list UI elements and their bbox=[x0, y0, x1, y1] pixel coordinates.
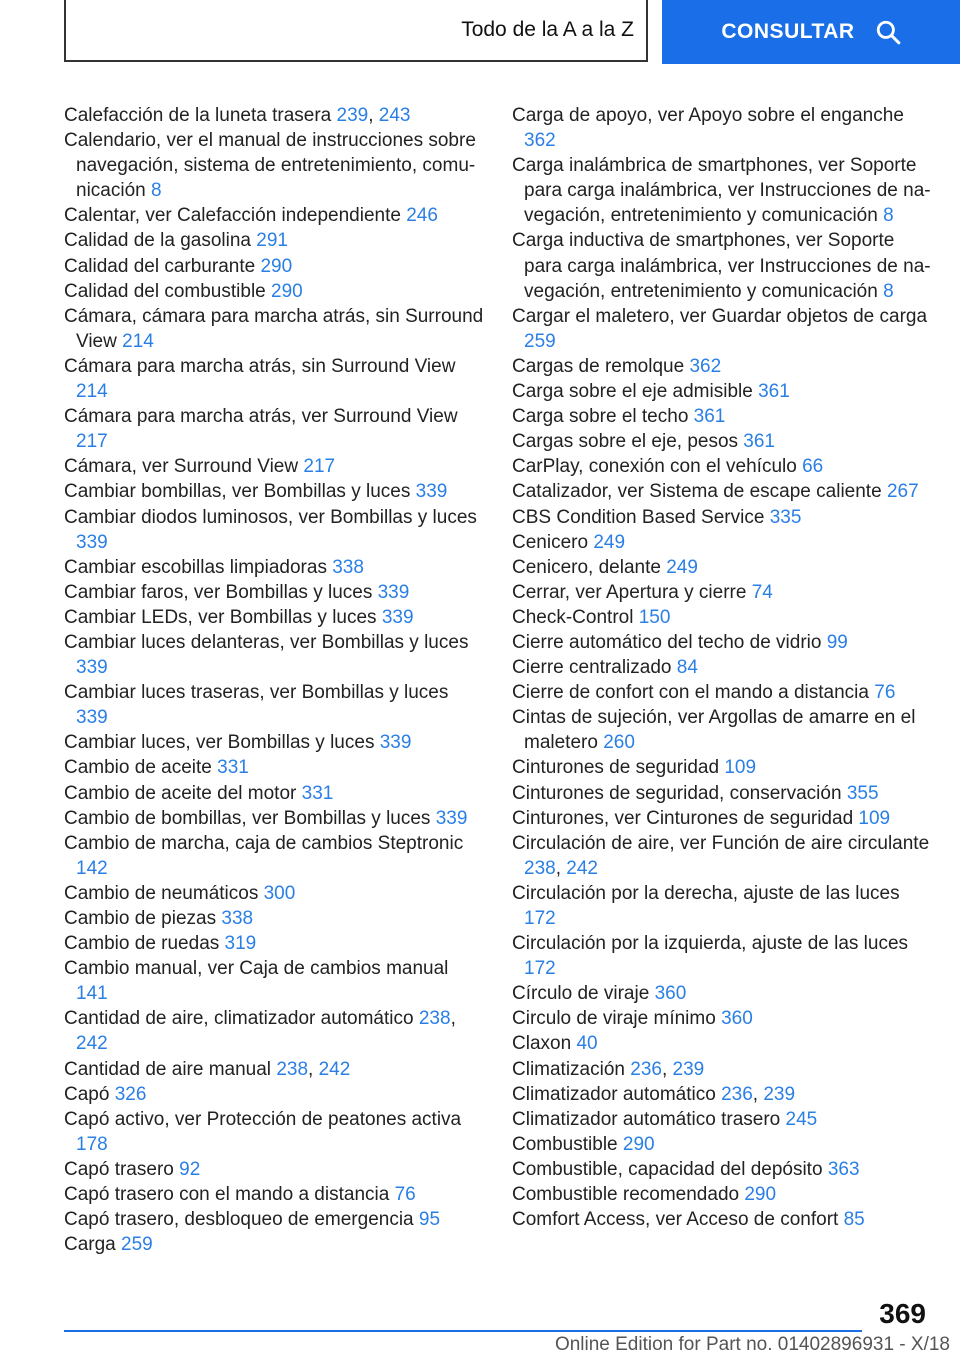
index-entry-term: Cambiar luces, ver Bombillas y luces bbox=[64, 732, 375, 754]
index-entry bbox=[64, 203, 484, 228]
page-reference-link[interactable]: 242 bbox=[566, 857, 598, 879]
index-entry-term: Calendario, ver el manual de instrucciones sobre navegación, sistema de entretenimiento, comunicación bbox=[64, 130, 476, 202]
page-reference-link[interactable]: 249 bbox=[593, 531, 626, 553]
page-reference-link[interactable]: 109 bbox=[724, 757, 757, 779]
page-reference-link[interactable]: 8 bbox=[883, 280, 894, 302]
page-reference-link[interactable]: 290 bbox=[271, 280, 303, 302]
index-entry: Circulación de aire, ver Función de aire circulante 238, 242 bbox=[512, 832, 930, 879]
page-reference-link[interactable]: 243 bbox=[378, 105, 411, 126]
index-entry-term: CBS Condition Based Service bbox=[512, 506, 765, 528]
page-reference-link[interactable]: 267 bbox=[886, 481, 919, 503]
index-entry-term: Circulación por la derecha, ajuste de las luces bbox=[512, 882, 900, 904]
index-entry-term: Cámara para marcha atrás, sin Surround View bbox=[64, 355, 456, 377]
index-entry bbox=[64, 254, 484, 279]
index-entry bbox=[64, 1182, 484, 1207]
tab-a-to-z[interactable] bbox=[64, 0, 648, 62]
index-entry-term: Claxon bbox=[512, 1033, 572, 1055]
page-reference-link[interactable]: 290 bbox=[622, 1133, 655, 1155]
index-entry: Cantidad de aire, climatizador automático 238, 242 bbox=[64, 1008, 456, 1055]
index-entry bbox=[512, 505, 932, 530]
index-entry-term: Combustible, capacidad del depósito bbox=[512, 1158, 823, 1180]
index-entry bbox=[512, 1182, 932, 1207]
index-entry bbox=[512, 228, 932, 303]
page-reference-link[interactable]: 361 bbox=[758, 381, 790, 403]
index-entry: Climatización 236, 239 bbox=[512, 1058, 705, 1080]
consult-button[interactable] bbox=[662, 0, 960, 64]
index-entry-term: Calidad de la gasolina bbox=[64, 230, 251, 252]
index-entry-term: Capó activo, ver Protección de peatones activa bbox=[64, 1108, 462, 1130]
page-reference-link[interactable]: 214 bbox=[76, 381, 108, 403]
index-entry bbox=[64, 906, 484, 931]
page-reference-link[interactable]: 238 bbox=[524, 857, 556, 879]
index-entry bbox=[512, 530, 932, 555]
index-entry bbox=[512, 379, 932, 404]
index-entry-term: Cinturones de seguridad bbox=[512, 757, 720, 779]
page-reference-link[interactable]: 339 bbox=[435, 807, 468, 829]
page-reference-link[interactable]: 238 bbox=[418, 1008, 451, 1030]
index-entry bbox=[64, 881, 484, 906]
index-entry bbox=[64, 680, 484, 730]
page-reference-link[interactable]: 74 bbox=[751, 581, 773, 603]
consult-button-label: CONSULTAR bbox=[721, 20, 855, 43]
page-reference-link[interactable]: 361 bbox=[743, 431, 775, 453]
index-entry: Climatizador automático 236, 239 bbox=[512, 1083, 796, 1105]
index-entry-term: Cargas de remolque bbox=[512, 355, 685, 377]
index-entry bbox=[512, 454, 932, 479]
page-reference-link[interactable]: 339 bbox=[379, 732, 412, 754]
page-reference-link[interactable]: 141 bbox=[76, 983, 108, 1005]
page-reference-link[interactable]: 326 bbox=[114, 1083, 147, 1105]
index-entry-term: Cambiar bombillas, ver Bombillas y luces bbox=[64, 481, 411, 503]
index-entry-term: Circulo de viraje mínimo bbox=[512, 1008, 716, 1030]
index-entry bbox=[512, 705, 932, 755]
index-entry-term: Capó trasero, desbloqueo de emergencia bbox=[64, 1209, 414, 1231]
index-entry-term: Carga bbox=[64, 1234, 116, 1256]
index-entry-term: Cintas de sujeción, ver Argollas de amarre en el maletero bbox=[512, 707, 916, 754]
index-entry bbox=[512, 806, 932, 831]
index-entry: Calefacción de la luneta trasera 239, 243 bbox=[64, 105, 411, 126]
index-entry-term: Cierre centralizado bbox=[512, 657, 672, 679]
index-entry-term: Carga inductiva de smartphones, ver Soporte para carga inalámbrica, ver Instrucciones de navegación, entretenimiento y comunicación bbox=[512, 230, 931, 302]
page-reference-link[interactable]: 239 bbox=[672, 1058, 705, 1080]
page-reference-link[interactable]: 85 bbox=[843, 1209, 865, 1231]
page-reference-link[interactable]: 95 bbox=[418, 1209, 441, 1231]
index-entry bbox=[512, 1157, 932, 1182]
index-entry-term: Cinturones, ver Cinturones de seguridad bbox=[512, 807, 854, 829]
index-entry-term: Cámara, ver Surround View bbox=[64, 456, 299, 478]
page-reference-link[interactable]: 335 bbox=[769, 506, 802, 528]
index-entry bbox=[64, 831, 484, 881]
index-entry bbox=[512, 103, 932, 153]
page-reference-link[interactable]: 142 bbox=[76, 857, 108, 879]
index-entry-term: Circulación por la izquierda, ajuste de las luces bbox=[512, 933, 909, 955]
index-entry-term: Capó trasero con el mando a distancia bbox=[64, 1184, 390, 1206]
index-entry bbox=[512, 1031, 932, 1056]
index-entry bbox=[64, 479, 484, 504]
index-entry bbox=[512, 404, 932, 429]
index-entry-term: Cenicero bbox=[512, 531, 589, 553]
index-entry-term: Cambiar LEDs, ver Bombillas y luces bbox=[64, 606, 377, 628]
page-reference-link[interactable]: 239 bbox=[336, 105, 369, 126]
index-entry bbox=[64, 1232, 484, 1257]
index-entry bbox=[64, 1107, 484, 1157]
search-icon bbox=[875, 19, 901, 45]
index-entry bbox=[64, 128, 484, 203]
page-reference-link[interactable]: 236 bbox=[721, 1083, 753, 1105]
index-entry bbox=[512, 354, 932, 379]
page-reference-link[interactable]: 339 bbox=[76, 657, 108, 679]
page-reference-link[interactable]: 76 bbox=[874, 682, 896, 704]
index-entry-term: Carga inalámbrica de smartphones, ver Soporte para carga inalámbrica, ver Instrucciones de navegación, entretenimiento y comunicación bbox=[512, 155, 931, 227]
tab-a-to-z-label: Todo de la A a la Z bbox=[461, 18, 634, 41]
index-entry-term: Cantidad de aire manual bbox=[64, 1058, 272, 1080]
page-reference-link[interactable]: 338 bbox=[332, 556, 364, 578]
page-number: 369 bbox=[879, 1298, 926, 1329]
index-entry-term: Cierre automático del techo de vidrio bbox=[512, 631, 822, 653]
index-entry bbox=[512, 881, 932, 931]
page-reference-link[interactable]: 360 bbox=[721, 1008, 753, 1030]
index-entry-term: Carga sobre el eje admisible bbox=[512, 381, 753, 403]
index-entry-term: Cambio de marcha, caja de cambios Steptronic bbox=[64, 832, 464, 854]
page-reference-link[interactable]: 99 bbox=[826, 631, 848, 653]
page-reference-link[interactable]: 172 bbox=[524, 908, 556, 929]
page-reference-link[interactable]: 331 bbox=[217, 757, 249, 779]
index-entry bbox=[512, 429, 932, 454]
index-entry-term: Calidad del carburante bbox=[64, 255, 256, 277]
index-entry-term: Cambio de ruedas bbox=[64, 933, 220, 955]
index-entry-term: Cenicero, delante bbox=[512, 556, 661, 578]
page-reference-link[interactable]: 214 bbox=[122, 330, 154, 352]
page-reference-link[interactable]: 339 bbox=[76, 707, 108, 729]
page-reference-link[interactable]: 84 bbox=[676, 657, 698, 679]
page-reference-link[interactable]: 338 bbox=[221, 908, 254, 929]
index-entry-term: Combustible recomendado bbox=[512, 1184, 740, 1206]
index-entry-term: Cambio manual, ver Caja de cambios manual bbox=[64, 958, 449, 980]
index-entry-term: Comfort Access, ver Acceso de confort bbox=[512, 1209, 839, 1231]
page-reference-link[interactable]: 339 bbox=[76, 531, 108, 553]
index-entry bbox=[64, 730, 484, 755]
index-entry bbox=[64, 755, 484, 780]
index-entry bbox=[512, 304, 932, 354]
footer-rule bbox=[64, 1330, 862, 1332]
index-column-right bbox=[512, 103, 932, 1232]
index-entry-term: Cambio de piezas bbox=[64, 908, 217, 929]
page-reference-link[interactable]: 8 bbox=[883, 205, 894, 227]
page-reference-link[interactable]: 355 bbox=[846, 782, 879, 804]
index-entry-term: Cambio de bombillas, ver Bombillas y luces bbox=[64, 807, 431, 829]
index-entry bbox=[64, 580, 484, 605]
page-reference-link[interactable]: 290 bbox=[260, 255, 293, 277]
page-reference-link[interactable]: 339 bbox=[415, 481, 448, 503]
index-entry bbox=[64, 454, 484, 479]
page-reference-link[interactable]: 300 bbox=[263, 882, 296, 904]
index-entry-term: Cambiar diodos luminosos, ver Bombillas y luces bbox=[64, 506, 477, 528]
page-reference-link[interactable]: 259 bbox=[524, 330, 556, 352]
index-entry bbox=[64, 1207, 484, 1232]
index-entry-term: Círculo de viraje bbox=[512, 983, 650, 1005]
index-entry bbox=[512, 580, 932, 605]
page-reference-link[interactable]: 178 bbox=[76, 1133, 108, 1155]
index-column-left bbox=[64, 103, 484, 1257]
index-entry bbox=[512, 781, 932, 806]
page-reference-link[interactable]: 66 bbox=[802, 456, 824, 478]
index-entry-term: Cargas sobre el eje, pesos bbox=[512, 431, 739, 453]
index-entry-term: Cargar el maletero, ver Guardar objetos de carga bbox=[512, 305, 928, 327]
index-entry-term: Carga sobre el techo bbox=[512, 406, 689, 428]
page-reference-link[interactable]: 239 bbox=[763, 1083, 796, 1105]
index-entry-term: Catalizador, ver Sistema de escape caliente bbox=[512, 481, 882, 503]
page-reference-link[interactable]: 242 bbox=[76, 1033, 108, 1055]
page-reference-link[interactable]: 339 bbox=[381, 606, 414, 628]
index-entry-term: Cambio de aceite bbox=[64, 757, 212, 779]
index-entry bbox=[64, 555, 484, 580]
index-entry bbox=[64, 630, 484, 680]
index-entry-term: Capó trasero bbox=[64, 1158, 174, 1180]
index-entry bbox=[64, 505, 484, 555]
index-entry-term: Cambio de aceite del motor bbox=[64, 782, 297, 804]
index-entry-term: Cierre de confort con el mando a distancia bbox=[512, 682, 869, 704]
index-entry-term: CarPlay, conexión con el vehículo bbox=[512, 456, 797, 478]
page-reference-link[interactable]: 249 bbox=[666, 556, 698, 578]
index-entry-term: Cámara, cámara para marcha atrás, sin Surround View bbox=[64, 305, 484, 352]
index-entry bbox=[512, 630, 932, 655]
page-reference-link[interactable]: 361 bbox=[693, 406, 726, 428]
page-reference-link[interactable]: 246 bbox=[406, 205, 438, 227]
page-reference-link[interactable]: 331 bbox=[301, 782, 334, 804]
index-entry-term: Cambiar faros, ver Bombillas y luces bbox=[64, 581, 373, 603]
index-entry bbox=[64, 304, 484, 354]
index-entry bbox=[64, 228, 484, 253]
index-entry bbox=[512, 981, 932, 1006]
index-entry-term: Climatizador automático bbox=[512, 1083, 716, 1105]
index-entry bbox=[512, 1107, 932, 1132]
index-entry bbox=[64, 1157, 484, 1182]
index-entry bbox=[64, 605, 484, 630]
page-reference-link[interactable]: 242 bbox=[318, 1058, 351, 1080]
index-entry-term: Cerrar, ver Apertura y cierre bbox=[512, 581, 747, 603]
page-reference-link[interactable]: 217 bbox=[303, 456, 336, 478]
page-reference-link[interactable]: 339 bbox=[377, 581, 410, 603]
index-entry bbox=[64, 1082, 484, 1107]
index-entry-term: Combustible bbox=[512, 1133, 618, 1155]
page-reference-link[interactable]: 259 bbox=[121, 1234, 153, 1256]
index-entry-term: Cámara para marcha atrás, ver Surround View bbox=[64, 406, 458, 428]
page-reference-link[interactable]: 40 bbox=[576, 1033, 598, 1055]
page-reference-link[interactable]: 109 bbox=[858, 807, 891, 829]
index-entry bbox=[512, 479, 932, 504]
index-entry bbox=[64, 404, 484, 454]
index-entry-term: Check-Control bbox=[512, 606, 634, 628]
page-reference-link[interactable]: 236 bbox=[630, 1058, 662, 1080]
index-entry-term: Circulación de aire, ver Función de aire circulante bbox=[512, 832, 930, 854]
index-entry bbox=[512, 931, 932, 981]
page-reference-link[interactable]: 245 bbox=[785, 1108, 818, 1130]
page-reference-link[interactable]: 92 bbox=[179, 1158, 201, 1180]
index-entry bbox=[64, 931, 484, 956]
page-reference-link[interactable]: 362 bbox=[689, 355, 722, 377]
page-reference-link[interactable]: 362 bbox=[524, 130, 556, 152]
index-entry bbox=[64, 781, 484, 806]
index-entry bbox=[512, 153, 932, 228]
index-entry bbox=[512, 605, 932, 630]
page-reference-link[interactable]: 76 bbox=[394, 1184, 416, 1206]
page-reference-link[interactable]: 363 bbox=[827, 1158, 860, 1180]
index-entry bbox=[64, 806, 484, 831]
index-entry-term: Climatizador automático trasero bbox=[512, 1108, 781, 1130]
index-entry bbox=[512, 555, 932, 580]
page-reference-link[interactable]: 150 bbox=[638, 606, 671, 628]
index-entry-term: Climatización bbox=[512, 1058, 625, 1080]
index-entry-term: Calidad del combustible bbox=[64, 280, 266, 302]
index-entry-term: Carga de apoyo, ver Apoyo sobre el enganche bbox=[512, 105, 904, 126]
footer-edition-text: Online Edition for Part no. 01402896931 - X/18 bbox=[554, 1334, 950, 1355]
index-entry-term: Capó bbox=[64, 1083, 110, 1105]
page-reference-link[interactable]: 260 bbox=[603, 732, 635, 754]
page-reference-link[interactable]: 290 bbox=[744, 1184, 777, 1206]
index-entry bbox=[512, 755, 932, 780]
index-entry-term: Cambio de neumáticos bbox=[64, 882, 259, 904]
page-reference-link[interactable]: 291 bbox=[256, 230, 288, 252]
index-entry-term: Cambiar luces traseras, ver Bombillas y luces bbox=[64, 682, 449, 704]
page-reference-link[interactable]: 238 bbox=[276, 1058, 309, 1080]
index-entry bbox=[64, 354, 484, 404]
index-entry-term: Cantidad de aire, climatizador automático bbox=[64, 1008, 414, 1030]
page-reference-link[interactable]: 8 bbox=[151, 180, 162, 202]
index-entry-term: Cinturones de seguridad, conservación bbox=[512, 782, 842, 804]
page-reference-link[interactable]: 360 bbox=[654, 983, 687, 1005]
index-entry-term: Cambiar luces delanteras, ver Bombillas y luces bbox=[64, 631, 469, 653]
index-entry-term: Calentar, ver Calefacción independiente bbox=[64, 205, 401, 227]
index-entry bbox=[512, 655, 932, 680]
index-entry bbox=[64, 279, 484, 304]
page-reference-link[interactable]: 172 bbox=[524, 958, 556, 980]
page-reference-link[interactable]: 319 bbox=[224, 933, 257, 955]
index-entry bbox=[512, 680, 932, 705]
index-entry bbox=[512, 1132, 932, 1157]
index-entry bbox=[512, 1207, 932, 1232]
index-entry bbox=[64, 956, 484, 1006]
index-entry: Cantidad de aire manual 238, 242 bbox=[64, 1058, 351, 1080]
index-entry-term: Calefacción de la luneta trasera bbox=[64, 105, 332, 126]
index-entry bbox=[512, 1006, 932, 1031]
index-entry-term: Cambiar escobillas limpiadoras bbox=[64, 556, 327, 578]
page-reference-link[interactable]: 217 bbox=[76, 431, 108, 453]
